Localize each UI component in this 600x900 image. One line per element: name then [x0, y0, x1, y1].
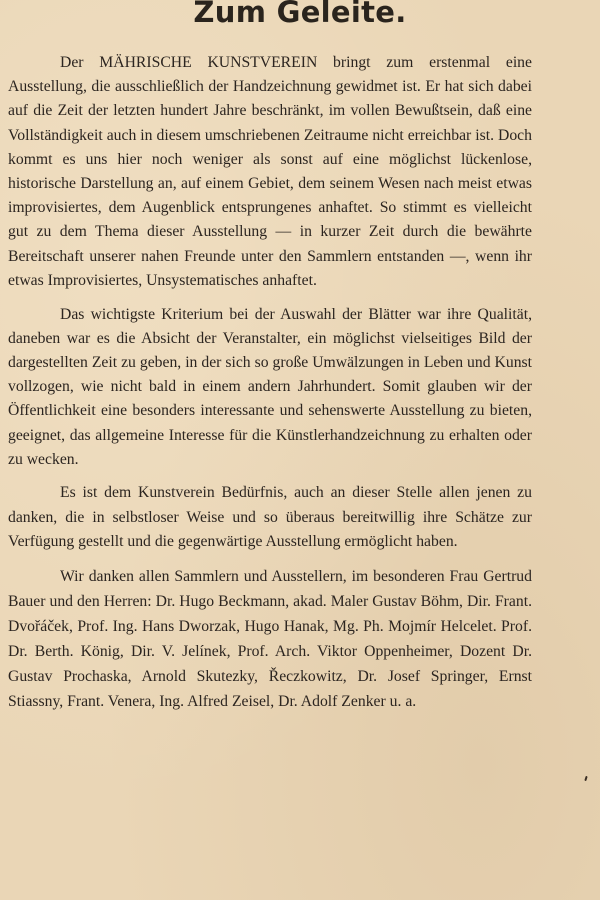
paragraph-thanks: Es ist dem Kunstverein Bedürfnis, auch an dieser Stelle allen jenen zu danken, die in selbstloser Weise und so überaus bereitwillig ihre Schätze zur Verfügung gestellt und die gegenwärtige Ausstellung ermöglicht haben. — [8, 484, 532, 550]
page-title: Zum Geleite. — [193, 0, 407, 29]
paragraph-lenders: Wir danken allen Sammlern und Ausstellern, im besonderen Frau Gertrud Bauer und den Herren: Dr. Hugo Beckmann, akad. Maler Gustav Böhm, Dir. Frant. Dvořáček, Prof. Ing. Hans Dworzak, Hugo Hanak, Mg. Ph. Mojmír Helcelet. Prof. Dr. Berth. König, Dir. V. Jelínek, Prof. Arch. Viktor Oppenheimer, Dozent Dr. Gustav Prochaska, Arnold Skutezky, Řeczkowitz, Dr. Josef Springer, Ernst Stiassny, Frant. Venera, Ing. Alfred Zeisel, Dr. Adolf Zenker u. a. — [8, 567, 532, 710]
body-text — [8, 51, 532, 714]
paragraph-introduction: Der MÄHRISCHE KUNSTVEREIN bringt zum erstenmal eine Ausstellung, die ausschließlich der Handzeichnung gewidmet ist. Er hat sich dabei auf die Zeit der letzten hundert Jahre beschränkt, im vollen Bewußtsein, daß eine Vollständigkeit auch in diesem umschriebenen Zeitraume nicht erreichbar ist. Doch kommt es uns hier noch weniger als sonst auf eine möglichst lückenlose, historische Darstellung an, auf einem Gebiet, dem seinem Wesen nach meist etwas improvisiertes, dem Augenblick entsprungenes anhaftet. So stimmt es vielleicht gut zu dem Thema dieser Ausstellung — in kurzer Zeit durch die bewährte Bereitschaft unserer nahen Freunde unter den Sammlern entstanden —, wenn ihr etwas Improvisiertes, Unsystematisches anhaftet. — [8, 54, 532, 289]
paper-speck — [584, 776, 587, 781]
paragraph-criteria: Das wichtigste Kriterium bei der Auswahl der Blätter war ihre Qualität, daneben war es die Absicht der Veranstalter, ein möglichst vielseitiges Bild der dargestellten Zeit zu geben, in der sich so große Umwälzungen in Leben und Kunst vollzogen, wie nicht bald in einem andern Jahrhundert. Somit glauben wir der Öffentlichkeit eine besonders interessante und sehenswerte Ausstellung zu bieten, geeignet, das allgemeine Interesse für die Künstlerhandzeichnung zu erhalten oder zu wecken. — [8, 305, 532, 468]
